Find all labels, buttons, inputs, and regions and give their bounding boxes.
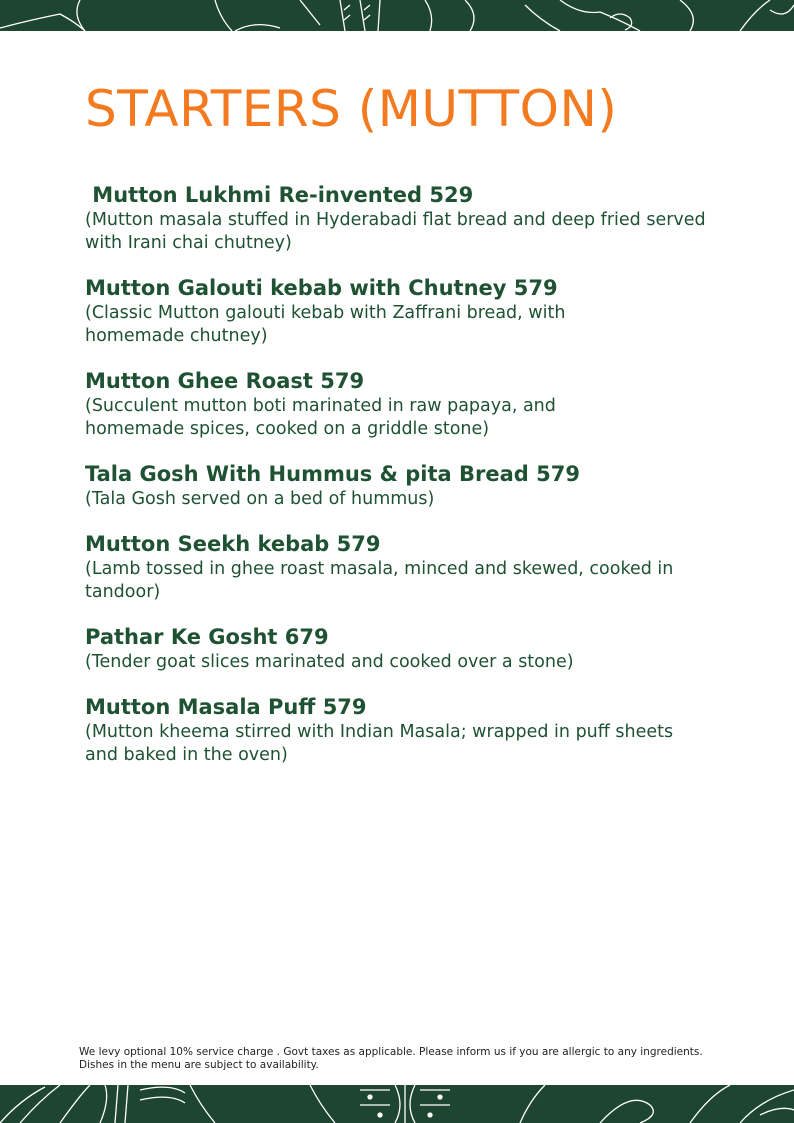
menu-item: [85, 181, 725, 255]
menu-item: [85, 367, 725, 441]
menu-item: [85, 623, 725, 674]
page-title: STARTERS (MUTTON): [85, 80, 618, 138]
footer-line: We levy optional 10% service charge . Govt taxes as applicable. Please inform us if you are allergic to any ingredients.: [79, 1046, 703, 1058]
footer-note: [79, 1046, 779, 1072]
item-description: (Tender goat slices marinated and cooked over a stone): [85, 652, 574, 672]
menu-item: [85, 460, 725, 511]
item-description: (Succulent mutton boti marinated in raw papaya, and homemade spices, cooked on a griddle stone): [85, 396, 556, 439]
item-name: Mutton Seekh kebab 579: [85, 532, 381, 556]
item-name: Tala Gosh With Hummus & pita Bread 579: [85, 462, 580, 486]
menu-item: [85, 530, 725, 604]
item-description: (Mutton kheema stirred with Indian Masala; wrapped in puff sheets and baked in the oven): [85, 722, 674, 765]
item-description: (Classic Mutton galouti kebab with Zaffrani bread, with homemade chutney): [85, 303, 566, 346]
item-name: Pathar Ke Gosht 679: [85, 625, 329, 649]
menu-items-list: [85, 181, 725, 786]
floral-pattern-icon: [0, 1085, 794, 1123]
item-description: (Mutton masala stuffed in Hyderabadi flat bread and deep fried served with Irani chai chutney): [85, 210, 706, 253]
item-description: (Lamb tossed in ghee roast masala, minced and skewed, cooked in tandoor): [85, 559, 674, 602]
top-floral-banner: [0, 0, 794, 31]
item-name: Mutton Lukhmi Re-invented 529: [85, 183, 474, 207]
item-name: Mutton Ghee Roast 579: [85, 369, 365, 393]
bottom-floral-banner: [0, 1085, 794, 1123]
menu-item: [85, 274, 725, 348]
footer-line: Dishes in the menu are subject to availability.: [79, 1059, 319, 1071]
item-description: (Tala Gosh served on a bed of hummus): [85, 489, 435, 509]
item-name: Mutton Masala Puff 579: [85, 695, 367, 719]
menu-item: [85, 693, 725, 767]
item-name: Mutton Galouti kebab with Chutney 579: [85, 276, 558, 300]
floral-pattern-icon: [0, 0, 794, 31]
